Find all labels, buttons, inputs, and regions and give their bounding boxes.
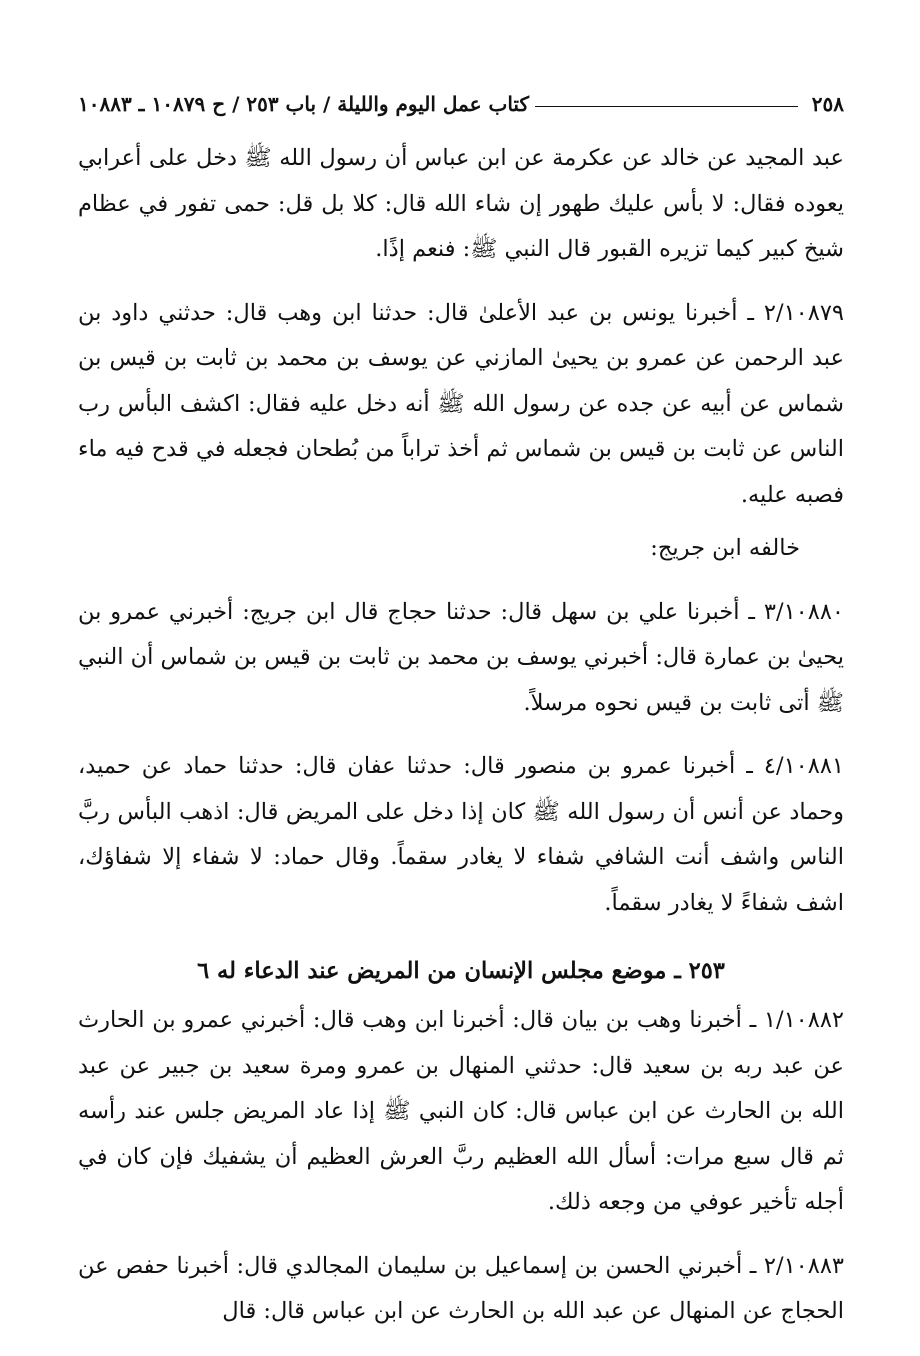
running-title: كتاب عمل اليوم والليلة / باب ٢٥٣ / ح ١٠٨٧٩ ـ ١٠٨٨٣	[78, 92, 529, 116]
hadith-10881: ٤/١٠٨٨١ ـ أخبرنا عمرو بن منصور قال: حدثنا عفان قال: حدثنا حماد عن حميد، وحماد عن أنس أن رسول الله ﷺ كان إذا دخل على المريض قال: اذهب البأس ربَّ الناس واشف أنت الشافي شفاء لا يغادر سقماً. وقال حماد: لا شفاء إلا شفاؤك، اشف شفاءً لا يغادر سقماً.	[78, 753, 844, 916]
hadith-10879: ٢/١٠٨٧٩ ـ أخبرنا يونس بن عبد الأعلىٰ قال: حدثنا ابن وهب قال: حدثني داود بن عبد الرحمن عن عمرو بن يحيىٰ المازني عن يوسف بن محمد بن ثابت بن قيس بن شماس عن أبيه عن جده عن رسول الله ﷺ أنه دخل عليه فقال: اكشف البأس رب الناس عن ثابت بن قيس بن شماس ثم أخذ تراباً من بُطحان فجعله في قدح فيه ماء فصبه عليه.	[78, 299, 844, 508]
paragraph-continuation: عبد المجيد عن خالد عن عكرمة عن ابن عباس أن رسول الله ﷺ دخل على أعرابي يعوده فقال: لا بأس عليك طهور إن شاء الله قال: كلا بل قل: حمى تفور في عظام شيخ كبير كيما تزيره القبور قال النبي ﷺ: فنعم إذًا.	[78, 145, 844, 262]
note-khalafahu: خالفه ابن جريج:	[650, 535, 800, 561]
page-number: ٢٥٨	[811, 92, 844, 116]
hadith-10880: ٣/١٠٨٨٠ ـ أخبرنا علي بن سهل قال: حدثنا حجاج قال ابن جريج: أخبرني عمرو بن يحيىٰ بن عمارة قال: أخبرني يوسف بن محمد بن ثابت بن قيس بن شماس أن النبي ﷺ أتى ثابت بن قيس نحوه مرسلاً.	[78, 598, 844, 716]
hadith-10882: ١/١٠٨٨٢ ـ أخبرنا وهب بن بيان قال: أخبرنا ابن وهب قال: أخبرني عمرو بن الحارث عن عبد ربه بن سعيد قال: حدثني المنهال بن عمرو ومرة سعيد بن جبير عن عبد الله بن الحارث عن ابن عباس قال: كان النبي ﷺ إذا عاد المريض جلس عند رأسه ثم قال سبع مرات: أسأل الله العظيم ربَّ العرش العظيم أن يشفيك فإن كان في أجله تأخير عوفي من وجعه ذلك.	[78, 1007, 844, 1215]
running-header	[78, 86, 844, 122]
chapter-heading: ٢٥٣ ـ موضع مجلس الإنسان من المريض عند الدعاء له ٦	[197, 958, 725, 984]
header-rule	[535, 106, 798, 107]
book-page	[78, 86, 844, 1335]
hadith-10883: ٢/١٠٨٨٣ ـ أخبرني الحسن بن إسماعيل بن سليمان المجالدي قال: أخبرنا حفص عن الحجاج عن المنهال عن عبد الله بن الحارث عن ابن عباس قال: قال	[78, 1252, 844, 1324]
